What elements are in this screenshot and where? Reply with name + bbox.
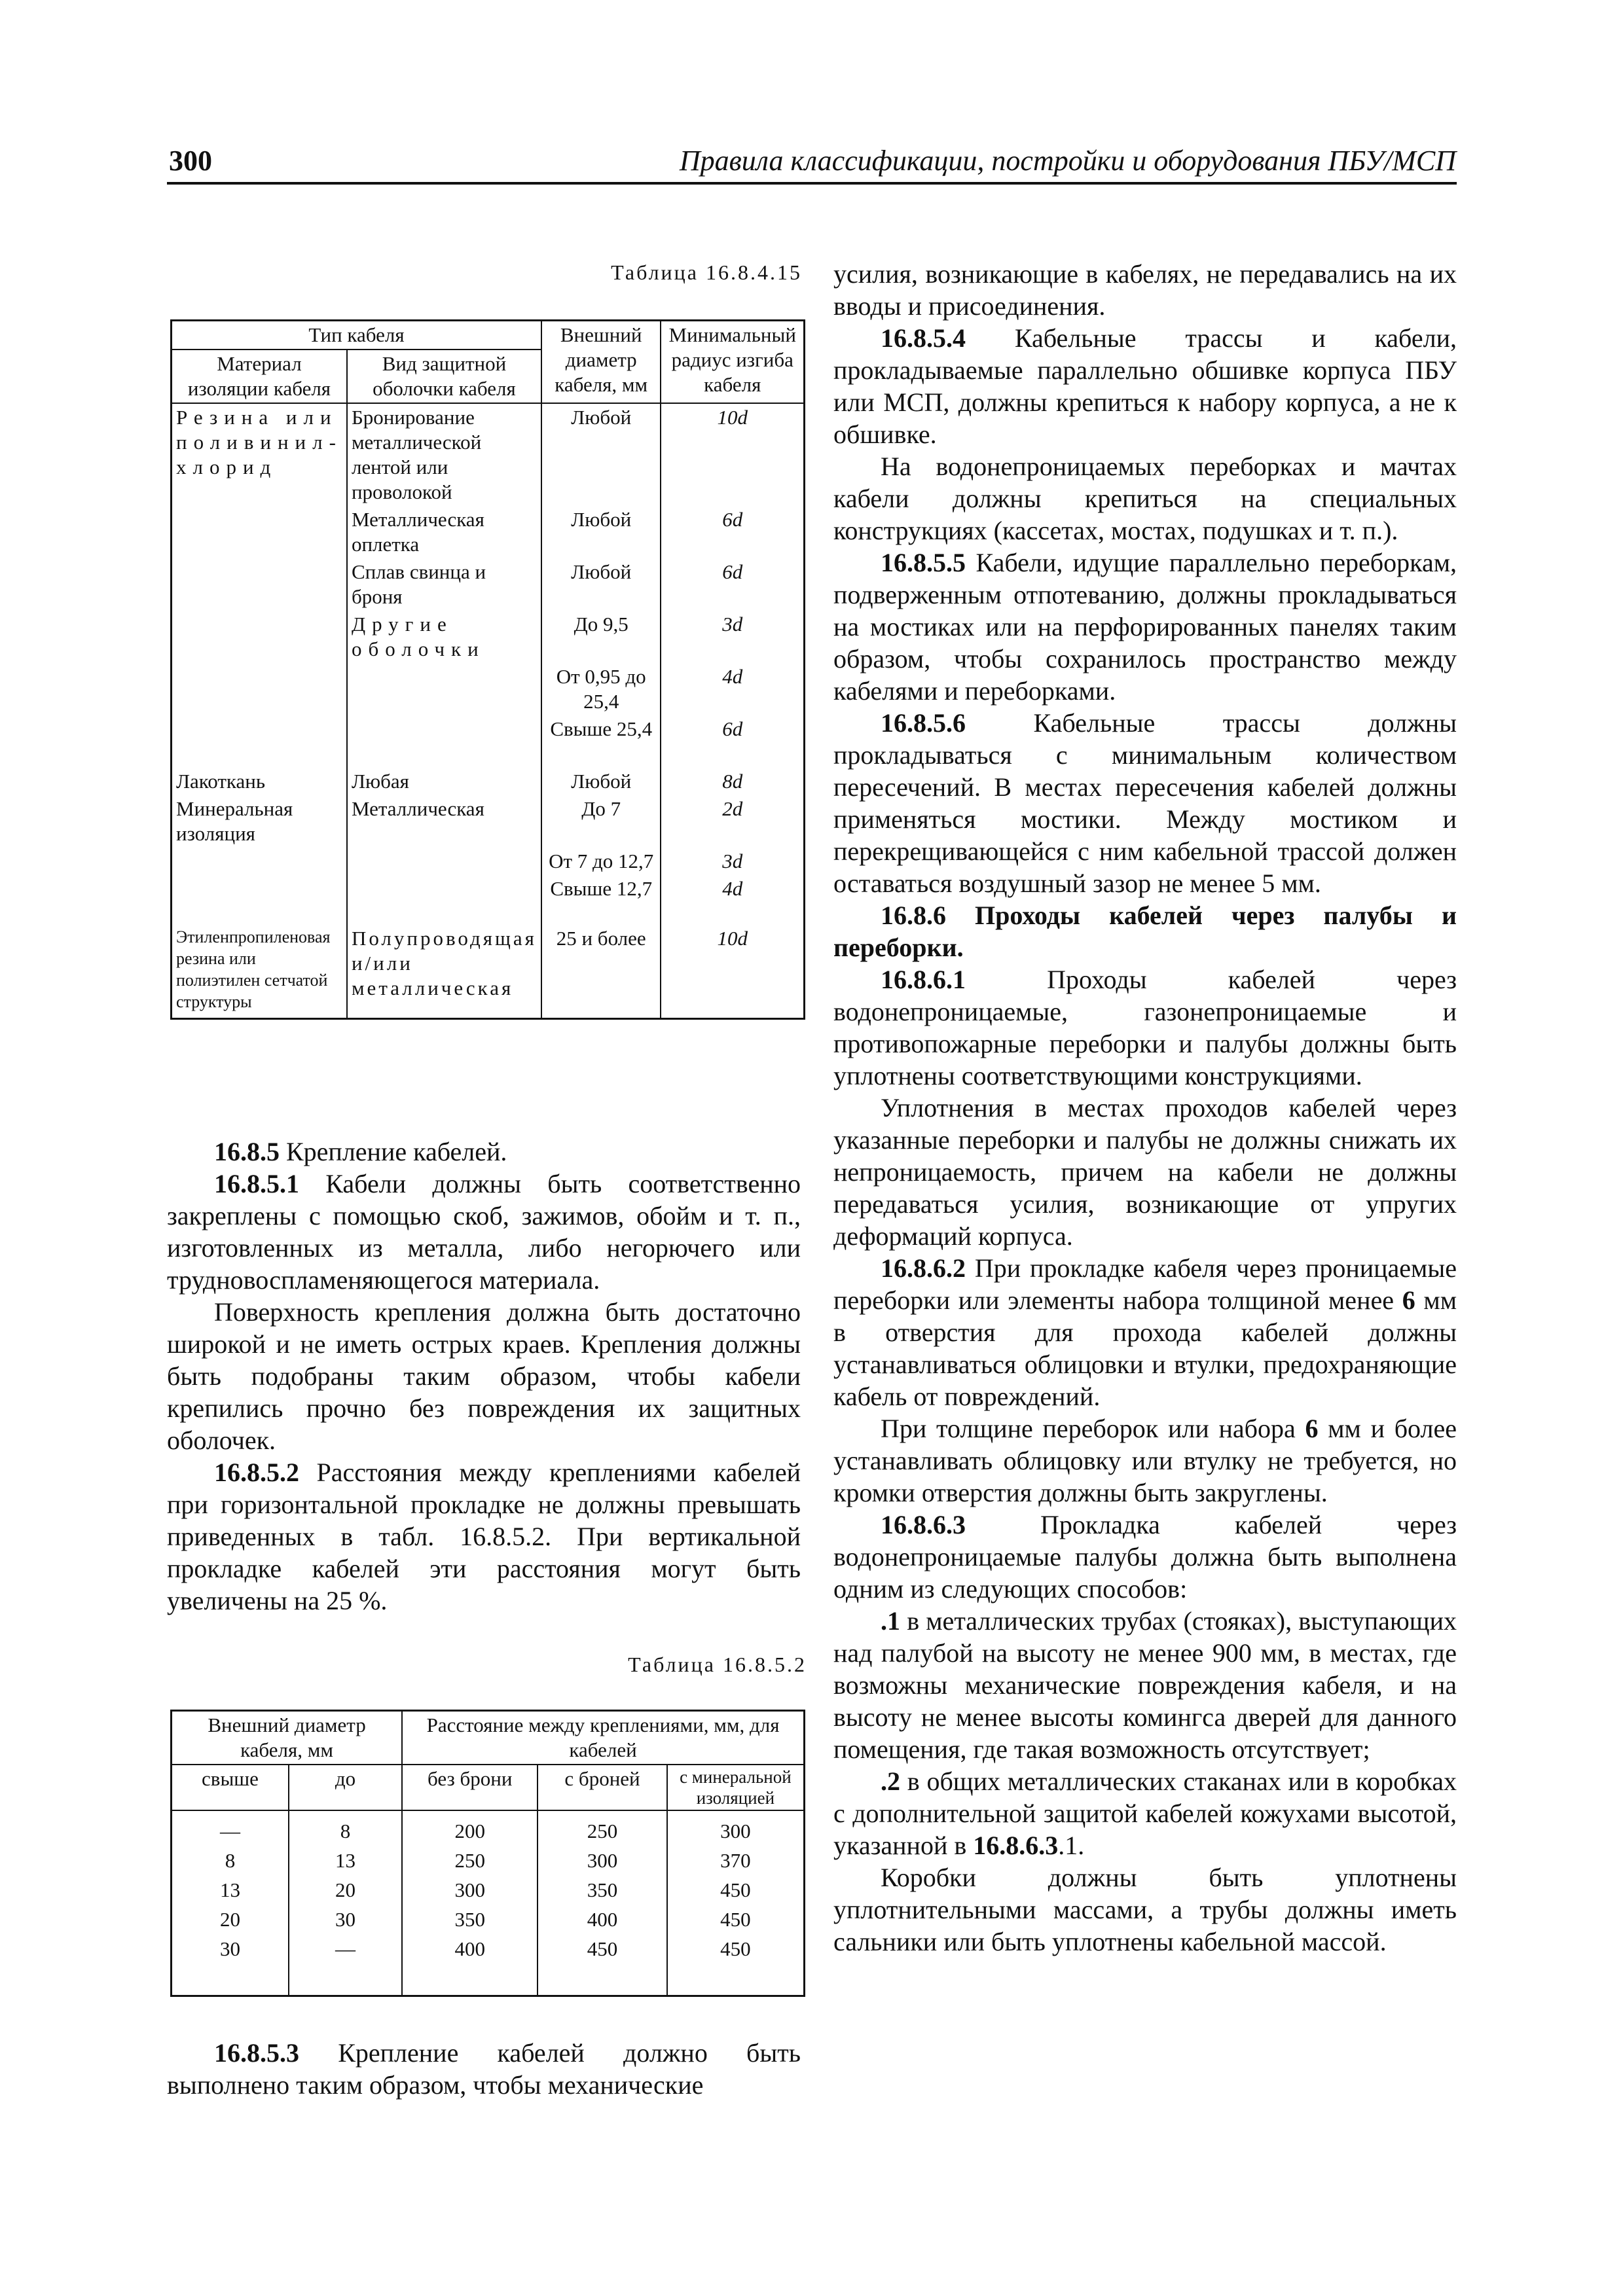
cell: 20 bbox=[219, 1908, 240, 1931]
paragraph-text: Кабели должны быть соответственно закреплены с помощью скоб, зажимов, обойм и т. п., изготовленных из металла, либо негорючего или трудновоспламеняющегося материала. bbox=[167, 1169, 801, 1295]
table-row bbox=[172, 1934, 805, 1996]
table-row bbox=[172, 611, 805, 663]
cell: Любая bbox=[347, 743, 541, 795]
th-outer-diameter: Внешний диаметр кабеля, мм bbox=[172, 1711, 403, 1765]
table-row bbox=[172, 875, 805, 903]
section-number: 16.8.6.1 bbox=[881, 965, 966, 994]
cell bbox=[172, 558, 347, 611]
cell: Лакоткань bbox=[176, 770, 265, 793]
paragraph-16-8-5-5 bbox=[833, 547, 1457, 707]
running-title: Правила классификации, постройки и оборудования ПБУ/МСП bbox=[679, 145, 1456, 177]
cell: 450 bbox=[667, 1905, 805, 1934]
cell: 300 bbox=[667, 1810, 805, 1846]
cross-reference: 16.8.6.3 bbox=[973, 1831, 1059, 1860]
paragraph-16-8-5-6 bbox=[833, 707, 1457, 899]
cell: До 9,5 bbox=[541, 611, 661, 663]
paragraph-16-8-5-4 bbox=[833, 322, 1457, 450]
cell: Любой bbox=[541, 403, 661, 506]
paragraph-thickness bbox=[833, 1412, 1457, 1509]
cell: Металлическая оплетка bbox=[347, 506, 541, 558]
header-rule bbox=[167, 182, 1457, 185]
paragraph-text: мм в отверстия для прохода кабелей должны устанавливаться облицовки и втулки, предохраняющие кабель от повреждений. bbox=[833, 1285, 1457, 1411]
cell: Бронирование металлической лентой или проволокой bbox=[347, 403, 541, 506]
list-item-2 bbox=[833, 1765, 1457, 1861]
cell: 10d bbox=[661, 403, 804, 506]
cell: 6d bbox=[661, 506, 804, 558]
paragraph-text: Проходы кабелей через водонепроницаемые, газонепроницаемые и противопожарные переборки и палубы должны быть уплотнены соответствующими конструкциями. bbox=[833, 965, 1457, 1090]
item-number: .1 bbox=[881, 1606, 900, 1636]
cell: 200 bbox=[402, 1810, 538, 1846]
cell: 250 bbox=[538, 1810, 666, 1846]
left-column-bottom-text bbox=[167, 2037, 801, 2101]
cell: 8 bbox=[289, 1810, 402, 1846]
cell: До 7 bbox=[541, 795, 661, 848]
paragraph-text: При толщине переборок или набора bbox=[881, 1414, 1296, 1443]
cell: Другие оболочки bbox=[347, 611, 541, 663]
cell: 370 bbox=[667, 1846, 805, 1875]
paragraph-16-8-6-2 bbox=[833, 1252, 1457, 1412]
item-text: .1. bbox=[1058, 1831, 1085, 1860]
paragraph-text: Кабельные трассы должны прокладываться с минимальным количеством пересечений. В местах пересечения кабелей должны применяться мостики. Между мостиком и перекрещивающейся с ним кабельной трассой должен оставаться воздушный зазор не менее 5 мм. bbox=[833, 708, 1457, 898]
paragraph-16-8-5-2 bbox=[167, 1456, 801, 1617]
cell: 8 bbox=[225, 1849, 236, 1872]
cell bbox=[172, 848, 347, 875]
table-row bbox=[172, 1875, 805, 1905]
left-column-text bbox=[167, 1136, 801, 1617]
thickness-value: 6 bbox=[1402, 1285, 1415, 1315]
cell bbox=[347, 663, 541, 715]
th-armor: с броней bbox=[538, 1765, 666, 1810]
paragraph-text: Кабели, идущие параллельно переборкам, подверженным отпотеванию, должны прокладываться на мостиках или на перфорированных панелях таким образом, чтобы сохранилось пространство между кабелями и переборками. bbox=[833, 548, 1457, 706]
cell: Свыше 25,4 bbox=[541, 715, 661, 743]
cell: Любой bbox=[541, 558, 661, 611]
paragraph-text: Расстояния между креплениями кабелей при горизонтальной прокладке не должны превышать приведенных в табл. 16.8.5.2. При вертикальной прокладке кабелей эти расстояния могут быть увеличены на 25 %. bbox=[167, 1458, 801, 1615]
table-row bbox=[172, 848, 805, 875]
th-over: свыше bbox=[172, 1765, 289, 1810]
paragraph-bulkheads: На водонепроницаемых переборках и мачтах кабели должны крепиться на специальных конструкциях (кассетах, мостах, подушках и т. п.). bbox=[833, 452, 1457, 545]
section-number: 16.8.5.5 bbox=[881, 548, 966, 577]
paragraph-seals: Уплотнения в местах проходов кабелей через указанные переборки и палубы не должны снижать их непроницаемость, причем на кабели не должны передаваться усилия, возникающие от упругих деформаций корпуса. bbox=[833, 1093, 1457, 1251]
item-text: в металлических трубах (стояках), выступающих над палубой на высоту не менее 900 мм, в местах, где возможны механические повреждения кабеля, и на высоту не менее высоты комингса дверей для данного помещения, где такая возможность отсутствует; bbox=[833, 1606, 1457, 1764]
list-item-1 bbox=[833, 1605, 1457, 1765]
table-row bbox=[172, 403, 805, 506]
item-number: .2 bbox=[881, 1767, 900, 1796]
cell bbox=[347, 875, 541, 903]
cell: 300 bbox=[538, 1846, 666, 1875]
cell: Этиленпропиленовая резина или полиэтилен сетчатой структуры bbox=[176, 927, 331, 1011]
cell: 4d bbox=[661, 663, 804, 715]
table-row bbox=[172, 795, 805, 848]
cell: 450 bbox=[538, 1934, 666, 1996]
cell: Металлическая bbox=[347, 795, 541, 848]
cell: 6d bbox=[661, 715, 804, 743]
cell: Сплав свинца и броня bbox=[347, 558, 541, 611]
table-row bbox=[172, 663, 805, 715]
cell: Свыше 12,7 bbox=[541, 875, 661, 903]
table-fastening-distances bbox=[170, 1710, 805, 1997]
th-outer-diameter: Внешний диаметр кабеля, мм bbox=[541, 321, 661, 404]
cell bbox=[172, 506, 347, 558]
cell: 13 bbox=[289, 1846, 402, 1875]
cell: 10d bbox=[661, 903, 804, 1019]
cell: 400 bbox=[538, 1905, 666, 1934]
paragraph-text: При прокладке кабеля через проницаемые переборки или элементы набора толщиной менее bbox=[833, 1253, 1457, 1315]
cell bbox=[172, 715, 347, 743]
th-insulation: Материал изоляции кабеля bbox=[172, 350, 347, 403]
cell: 20 bbox=[289, 1875, 402, 1905]
th-min-radius: Минимальный радиус изгиба кабеля bbox=[661, 321, 804, 404]
cell: 450 bbox=[667, 1934, 805, 1996]
table2-caption: Таблица 16.8.5.2 bbox=[628, 1653, 807, 1676]
cell: Любой bbox=[541, 743, 661, 795]
table1-caption: Таблица 16.8.4.15 bbox=[611, 260, 802, 284]
cell: 4d bbox=[661, 875, 804, 903]
th-cable-type: Тип кабеля bbox=[172, 321, 541, 350]
section-number: 16.8.5.2 bbox=[214, 1458, 299, 1487]
cell: Любой bbox=[541, 506, 661, 558]
cell: Полупроводящая и/или металлическая bbox=[347, 903, 541, 1019]
paragraph-16-8-5-1 bbox=[167, 1168, 801, 1296]
paragraph-continuation: усилия, возникающие в кабелях, не передавались на их вводы и присоединения. bbox=[833, 259, 1457, 321]
table-row bbox=[172, 1905, 805, 1934]
cell bbox=[172, 875, 347, 903]
table-row bbox=[172, 1846, 805, 1875]
section-number: 16.8.5.3 bbox=[214, 2038, 299, 2068]
th-mineral: с минеральной изоляцией bbox=[667, 1765, 805, 1810]
section-number: 16.8.5.6 bbox=[881, 708, 966, 738]
table-row bbox=[172, 558, 805, 611]
cell: — bbox=[219, 1820, 240, 1842]
th-to: до bbox=[289, 1765, 402, 1810]
paragraph-text: Прокладка кабелей через водонепроницаемые палубы должна быть выполнена одним из следующих способов: bbox=[833, 1510, 1457, 1604]
section-16-8-5 bbox=[167, 1136, 801, 1168]
cell bbox=[172, 663, 347, 715]
cell: 30 bbox=[289, 1905, 402, 1934]
cell: 350 bbox=[538, 1875, 666, 1905]
table-row bbox=[172, 743, 805, 795]
cell: 2d bbox=[661, 795, 804, 848]
thickness-value: 6 bbox=[1305, 1414, 1319, 1443]
paragraph-16-8-5-3 bbox=[167, 2037, 801, 2101]
section-number: 16.8.6.2 bbox=[881, 1253, 966, 1283]
th-no-armor: без брони bbox=[402, 1765, 538, 1810]
paragraph-text: Кабельные трассы и кабели, прокладываемые параллельно обшивке корпуса ПБУ или МСП, должны крепиться к набору корпуса, а не к обшивке. bbox=[833, 323, 1457, 449]
cell: От 7 до 12,7 bbox=[541, 848, 661, 875]
cell: 250 bbox=[402, 1846, 538, 1875]
cell: 25 и более bbox=[541, 903, 661, 1019]
page-number: 300 bbox=[169, 145, 212, 177]
cell: 8d bbox=[661, 743, 804, 795]
section-number: 16.8.6 bbox=[881, 901, 946, 930]
cell: От 0,95 до 25,4 bbox=[541, 663, 661, 715]
cell: Минеральная изоляция bbox=[176, 797, 293, 845]
table-row bbox=[172, 715, 805, 743]
section-title: Проходы кабелей через палубы и переборки. bbox=[833, 901, 1457, 962]
section-number: 16.8.6.3 bbox=[881, 1510, 966, 1539]
cell: 30 bbox=[219, 1937, 240, 1960]
th-sheath: Вид защитной оболочки кабеля bbox=[347, 350, 541, 403]
section-title: Крепление кабелей. bbox=[286, 1137, 507, 1166]
cell: 6d bbox=[661, 558, 804, 611]
table-cable-bend-radius bbox=[170, 319, 805, 1020]
section-number: 16.8.5 bbox=[214, 1137, 280, 1166]
paragraph-text: Крепление кабелей должно быть выполнено таким образом, чтобы механические bbox=[167, 2038, 801, 2100]
paragraph-surface: Поверхность крепления должна быть достаточно широкой и не иметь острых краев. Крепления должны быть подобраны таким образом, чтобы кабели крепились прочно без повреждения их защитных оболочек. bbox=[167, 1297, 801, 1455]
cell: 350 bbox=[402, 1905, 538, 1934]
section-number: 16.8.5.4 bbox=[881, 323, 966, 353]
cell: Резина или поливинил-хлорид bbox=[176, 406, 342, 478]
paragraph-text: мм и более устанавливать облицовку или втулку не требуется, но кромки отверстия должны быть закруглены. bbox=[833, 1414, 1457, 1507]
cell bbox=[347, 715, 541, 743]
cell: 400 bbox=[402, 1934, 538, 1996]
paragraph-16-8-6-3 bbox=[833, 1509, 1457, 1605]
paragraph-16-8-6-1 bbox=[833, 963, 1457, 1092]
section-number: 16.8.5.1 bbox=[214, 1169, 299, 1198]
th-distance: Расстояние между креплениями, мм, для кабелей bbox=[402, 1711, 804, 1765]
cell bbox=[172, 611, 347, 663]
cell: 300 bbox=[402, 1875, 538, 1905]
cell: 450 bbox=[667, 1875, 805, 1905]
cell: 3d bbox=[661, 611, 804, 663]
table-row bbox=[172, 506, 805, 558]
paragraph-boxes: Коробки должны быть уплотнены уплотнительными массами, а трубы должны иметь сальники или быть уплотнены кабельной массой. bbox=[833, 1863, 1457, 1956]
item-text: в общих металлических стаканах или в коробках с дополнительной защитой кабелей кожухами высотой, указанной в bbox=[833, 1767, 1457, 1860]
cell: — bbox=[289, 1934, 402, 1996]
section-16-8-6 bbox=[833, 899, 1457, 963]
cell: 13 bbox=[219, 1878, 240, 1901]
cell bbox=[347, 848, 541, 875]
right-column-text bbox=[833, 258, 1457, 1958]
cell: 3d bbox=[661, 848, 804, 875]
table-row bbox=[172, 1810, 805, 1846]
table-row bbox=[172, 903, 805, 1019]
